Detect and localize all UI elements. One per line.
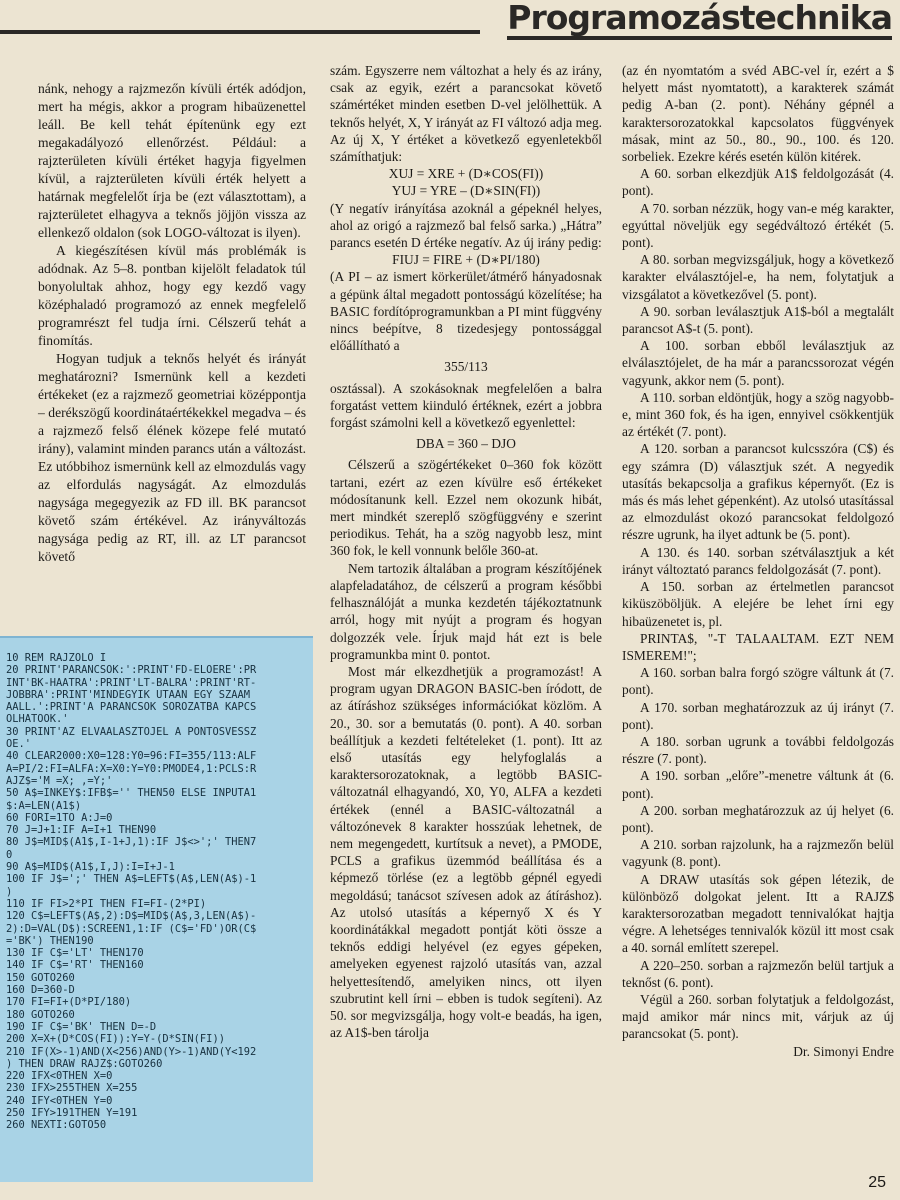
paragraph: Célszerű a szögértékeket 0–360 fok között tartani, ezért az ezen kívülre eső értékeket módosítanunk kell. Ezzel nem okozunk hibát, mert mindkét szereplő szögfüggvény e szerint periodikus. Tehát, ha a szög nagyobb lesz, mint 360 fok, le kell vonnunk belőle 360-at. xyxy=(330,457,602,559)
paragraph: A kiegészítésen kívül más problémák is adódnak. Az 5–8. pontban kijelölt feladatok túl bonyolultak ahhoz, hogy egy kezdő vagy középhaladó programozó az ennek megfelelő programrészt fel tudja írni. Célszerű tehát a finomítás. xyxy=(38,243,306,348)
code-line: 100 IF J$=';' THEN A$=LEFT$(A$,LEN(A$)-1 xyxy=(6,873,257,886)
code-line: INT'BK-HAATRA':PRINT'LT-BALRA':PRINT'RT- xyxy=(6,676,257,689)
paragraph: A 90. sorban leválasztjuk A1$-ból a megtalált parancsot A$-t (5. pont). xyxy=(622,303,894,337)
code-line: AJZ$='M =X; ,=Y;' xyxy=(6,774,113,787)
paragraph: A 160. sorban balra forgó szögre váltunk át (7. pont). xyxy=(622,665,894,698)
paragraph: A DRAW utasítás sok gépen létezik, de különböző dolgokat jelent. Itt a RAJZ$ karaktersorozatban megadott tennivalókat hajtja végre. A lehetséges tennivalók közül itt most csak a 40. sornál említett szerepel. xyxy=(622,871,894,956)
paragraph: A 100. sorban ebből leválasztjuk az elválasztójelet, de ha már a parancssorozat végén vagyunk, akkor nem (5. pont). xyxy=(622,338,894,388)
code-line: 210 IF(X>-1)AND(X<256)AND(Y>-1)AND(Y<192 xyxy=(6,1045,257,1058)
paragraph: A 180. sorban ugrunk a további feldolgozás részre (7. pont). xyxy=(622,733,894,767)
equation: DBA = 360 – DJO xyxy=(416,436,516,452)
paragraph: szám. Egyszerre nem változhat a hely és az irány, csak az egyik, ezért a parancsokat követő számértéket minden esetben D-vel jelölhettük. A teknős helyét, X, Y irányát az FI változó adja meg. Az új X, Y értéket a következő egyenletekből számíthatjuk: xyxy=(330,63,602,165)
paragraph: (Y negatív irányítása azoknál a gépeknél helyes, ahol az origó a rajzmező bal felső sarka.) „Hátra” parancs esetén D értéke negatív. Az új irány pedig: xyxy=(330,200,602,251)
equation: 355/113 xyxy=(444,359,488,375)
paragraph: A 200. sorban meghatározzuk az új helyet (6. pont). xyxy=(622,802,894,835)
code-line: ) xyxy=(6,885,13,898)
code-line: 90 A$=MID$(A1$,I,J):I=I+J-1 xyxy=(6,861,175,874)
code-line: OE.' xyxy=(6,738,32,751)
code-line: 70 J=J+1:IF A=I+1 THEN90 xyxy=(6,824,157,837)
paragraph: A 130. és 140. sorban szétválasztjuk a két irányt változtató parancs feldolgozását (7. pont). xyxy=(622,544,894,577)
paragraph: Most már elkezdhetjük a programozást! A program ugyan DRAGON BASIC-ben íródott, de az átíráshoz szükséges információkat közlöm. A 20., 30. sor a bemutatás (0. pont). A 40. sorban beállítjuk a kezdeti feltételeket (1. pont). Itt az első utasítás egy helyfoglalás a karaktersorozatoknak, a legtöbb BASIC-változatnál elhagyandó, X0, Y0, ALFA a kezdeti értékek (ennél a BASIC-változatnál a változónevek 8 karakter hosszúak lehetnek, de nem megengedett, kurtítsuk a nevet), a PMODE, PCLS a grafikus üzemmód beállítása és a képmező törlése (ez a legtöbb gépnél egyedi megoldású; tanácsot szívesen adok az átíráshoz). Az utolsó utasítás a képernyő X és Y koordinátákkal megadott pontját köti össze a teknős eddigi helyével (ez egyes gépeken, amelyeken egyenest rajzoló utasítás van, azzal helyettesítendő, amelyiken nincs, ott ilyen szubrutint kell írni – ebben is tudok segíteni). Az 50. sor megvizsgálja, hogy volt-e beadás, ha igen, az A1$-ben tárolja xyxy=(330,663,602,1041)
code-listing-box xyxy=(0,636,313,1182)
paragraph: Hogyan tudjuk a teknős helyét és irányát meghatározni? Ismernünk kell a kezdeti értékeket (ez a rajzmező geometriai középpontja – derékszögű koordinátaértékekkel megadva – és a rajzmező felső élének közepe felé mutató irány), valamint minden parancs után a változást. Ez utóbbihoz ismernünk kell az elmozdulás vagy az elfordulás nagyságát. Az elmozdulás nagysága megegyezik az FD ill. BK parancsot követő szám értékével. Az irányváltozás nagysága pedig az RT, ill. az LT parancsot követő xyxy=(38,351,306,564)
page-number: 25 xyxy=(868,1174,886,1191)
paragraph: (A PI – az ismert körkerület/átmérő hányadosnak a gépünk által megadott pontosságú közelítése; ha BASIC fordítóprogramunkban a PI mint függvény nincs beépítve, 8 tizedesjegy pontossággal előállítható a xyxy=(330,269,602,354)
code-line: 230 IFX>255THEN X=255 xyxy=(6,1082,138,1095)
paragraph: PRINTA$, "-T TALAALTAM. EZT NEM ISMEREM!"; xyxy=(622,630,894,663)
code-line: ) THEN DRAW RAJZ$:GOTO260 xyxy=(6,1057,163,1070)
code-line: 50 A$=INKEY$:IFB$='' THEN50 ELSE INPUTA1 xyxy=(6,787,257,800)
paragraph: A 150. sorban az értelmetlen parancsot kiküszöböljük. A elejére be lehet írni egy hibaüzenetet is, pl. xyxy=(622,579,894,629)
code-line: 80 J$=MID$(A1$,I-1+J,1):IF J$<>';' THEN7 xyxy=(6,836,257,849)
paragraph: A 70. sorban nézzük, hogy van-e még karakter, egyúttal növeljük egy segédváltozó értékét (5. pont). xyxy=(622,200,894,251)
paragraph: A 170. sorban meghatározzuk az új irányt (7. pont). xyxy=(622,699,894,732)
paragraph: Nem tartozik általában a program készítőjének alapfeladatához, de célszerű a program későbbi felhasználóját a munka kezdetén tájékoztatnunk arról, hogy mit nyújt a program és hogyan dolgozzék vele. Írjuk majd hát ezt is bele programunkba mint 0. pontot. xyxy=(330,560,602,662)
paragraph: (az én nyomtatóm a svéd ABC-vel ír, ezért a $ helyett mást nyomtatott), a karakterek számát pedig A-ban (2. pont). Néhány gépnél a karaktersorozatokkal kapcsolatos függvények másak, mint az 50., 80., 90., 100. és 120. sorbeliek. Ezekre kérés esetén külön kitérek. xyxy=(622,63,894,165)
equation: YUJ = YRE – (D∗SIN(FI)) xyxy=(391,183,541,199)
code-line: 200 X=X+(D*COS(FI)):Y=Y-(D*SIN(FI)) xyxy=(6,1033,225,1046)
code-line: 60 FORI=1TO A:J=0 xyxy=(6,811,113,824)
code-line: 40 CLEAR2000:X0=128:Y0=96:FI=355/113:ALF xyxy=(6,750,257,763)
code-line: 130 IF C$='LT' THEN170 xyxy=(6,947,144,960)
paragraph: A 60. sorban elkezdjük A1$ feldolgozását (4. pont). xyxy=(622,166,894,199)
code-line: AALL.':PRINT'A PARANCSOK SOROZATBA KAPCS xyxy=(6,701,257,714)
column-2 xyxy=(330,62,602,1041)
code-line: 170 FI=FI+(D*PI/180) xyxy=(6,996,132,1009)
author: Dr. Simonyi Endre xyxy=(793,1043,894,1059)
code-line: ='BK') THEN190 xyxy=(6,934,94,947)
header-rule xyxy=(0,30,480,34)
code-line: 240 IFY<0THEN Y=0 xyxy=(6,1094,113,1107)
paragraph: A 120. sorban a parancsot kulcsszóra (C$) és egy számra (D) választjuk szét. A negyedik utasítás bekapcsolja a grafikus képernyőt. (Ez is más és más lehet gépenként). Az utolsó utasítással az elmozdulást okozó parancsokat feldolgozó részre ugrunk, ha ilyet adtunk be (5. pont). xyxy=(622,441,894,543)
code-line: 110 IF FI>2*PI THEN FI=FI-(2*PI) xyxy=(6,897,207,910)
code-line: 150 GOTO260 xyxy=(6,971,75,984)
code-line: 180 GOTO260 xyxy=(6,1008,75,1021)
column-3 xyxy=(622,62,894,1060)
equation: FIUJ = FIRE + (D∗PI/180) xyxy=(392,252,540,268)
paragraph: osztással). A szokásoknak megfelelően a balra forgatást vettem kiinduló értéknek, ezért a jobbra forgást számolni kell a következő egyenlettel: xyxy=(330,380,602,431)
code-line: 250 IFY>191THEN Y=191 xyxy=(6,1106,138,1119)
code-line: A=PI/2:FI=ALFA:X=X0:Y=Y0:PMODE4,1:PCLS:R xyxy=(6,762,257,775)
code-line: 20 PRINT'PARANCSOK:':PRINT'FD-ELOERE':PR xyxy=(6,664,257,677)
code-line: 0 xyxy=(6,848,13,861)
column-1 xyxy=(38,80,306,566)
code-line: 30 PRINT'AZ ELVAALASZTOJEL A PONTOSVESSZ xyxy=(6,725,257,738)
code-line: OLHATOOK.' xyxy=(6,713,69,726)
code-line: JOBBRA':PRINT'MINDEGYIK UTAAN EGY SZAAM xyxy=(6,688,250,701)
section-title: Programozástechnika xyxy=(507,0,892,40)
code-line: 120 C$=LEFT$(A$,2):D$=MID$(A$,3,LEN(A$)- xyxy=(6,910,257,923)
code-line: 220 IFX<0THEN X=0 xyxy=(6,1070,113,1083)
code-listing xyxy=(6,652,307,1174)
paragraph: A 220–250. sorban a rajzmezőn belül tartjuk a teknőst (6. pont). xyxy=(622,957,894,990)
paragraph: Végül a 260. sorban folytatjuk a feldolgozást, majd amikor már nincs mit, várjuk az új parancsokat (5. pont). xyxy=(622,991,894,1042)
code-line: 260 NEXTI:GOTO50 xyxy=(6,1119,107,1132)
code-line: 160 D=360-D xyxy=(6,984,75,997)
code-line: 10 REM RAJZOLO I xyxy=(6,652,107,664)
paragraph: A 210. sorban rajzolunk, ha a rajzmezőn belül vagyunk (8. pont). xyxy=(622,837,894,870)
paragraph: A 110. sorban eldöntjük, hogy a szög nagyobb-e, mint 360 fok, és ha igen, ennyivel csökkentjük az értékét (7. pont). xyxy=(622,389,894,440)
code-line: $:A=LEN(A1$) xyxy=(6,799,82,812)
equation: XUJ = XRE + (D∗COS(FI)) xyxy=(388,166,544,182)
code-line: 2):D=VAL(D$):SCREEN1,1:IF (C$='FD')OR(C$ xyxy=(6,922,257,935)
code-line: 140 IF C$='RT' THEN160 xyxy=(6,959,144,972)
paragraph: nánk, nehogy a rajzmezőn kívüli érték adódjon, mert ha mégis, akkor a program hibaüzenettel leáll. Be kell tehát építenünk egy ezt megakadályozó ellenőrzést. Például: a rajzterületen kívüli értéket hagyja figyelmen kívül, a rajzterületen kívüli érték helyett a határnak megfelelőt írja be (ezt választottam), a rajzterületet elhagyva a teknős jöjjön vissza az ellenkező oldalon (sok LOGO-változat is ilyen). xyxy=(38,81,306,240)
code-line: 190 IF C$='BK' THEN D=-D xyxy=(6,1020,157,1033)
paragraph: A 80. sorban megvizsgáljuk, hogy a következő karakter elválasztójel-e, ha nem, folytatjuk a vizsgálatot a következővel (5. pont). xyxy=(622,252,894,302)
paragraph: A 190. sorban „előre”-menetre váltunk át (6. pont). xyxy=(622,768,894,801)
